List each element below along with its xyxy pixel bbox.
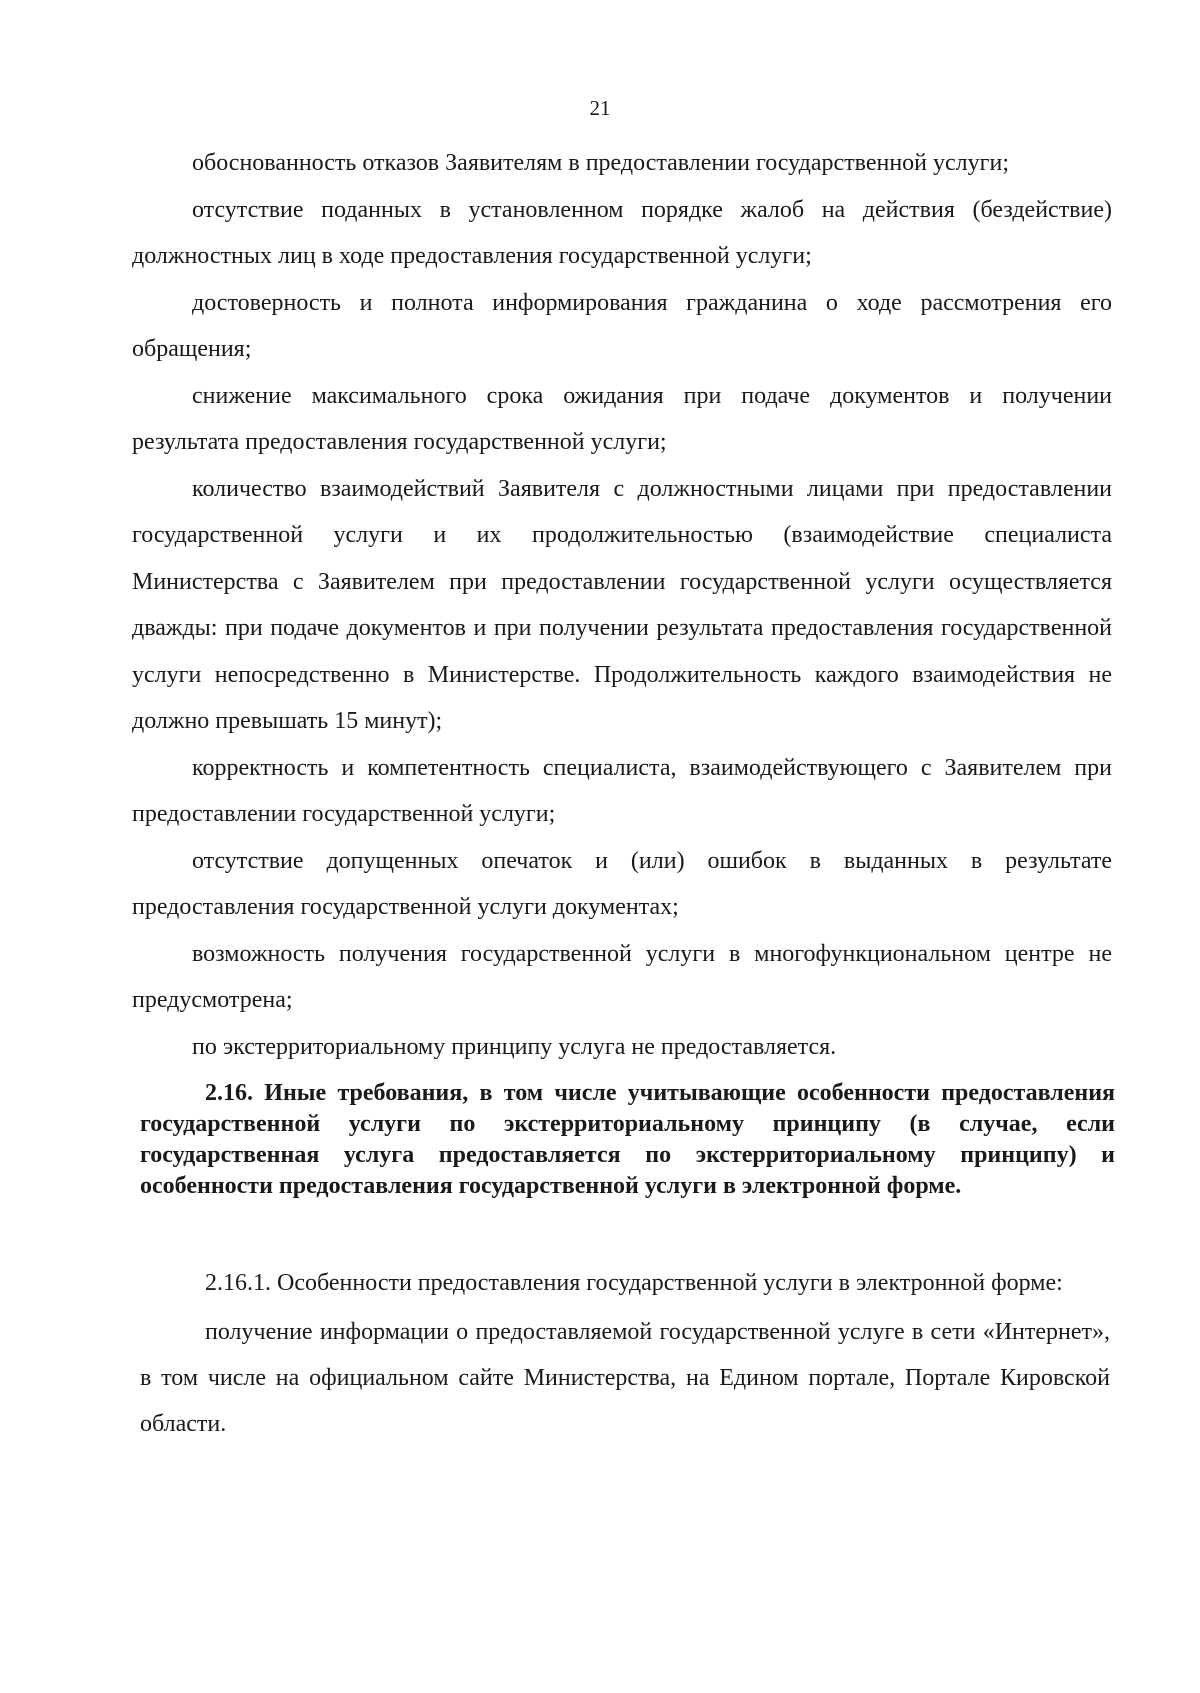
paragraph: достоверность и полнота информирования гражданина о ходе рассмотрения его обращения; <box>132 289 1112 362</box>
paragraph: обоснованность отказов Заявителям в предоставлении государственной услуги; <box>192 150 1009 176</box>
section-heading-text: 2.16. Иные требования, в том числе учитывающие особенности предоставления государственной услуги по экстерриториальному принципу (в случае, если государственная услуга предоставляется по экстерриториальному принципу) и особенности предоставления государственной услуги в электронной форме. <box>140 1080 1115 1199</box>
paragraph: корректность и компетентность специалиста, взаимодействующего с Заявителем при предоставлении государственной услуги; <box>132 754 1112 827</box>
paragraph: отсутствие допущенных опечаток и (или) ошибок в выданных в результате предоставления государственной услуги документах; <box>132 847 1112 920</box>
subsection-block <box>140 1260 1110 1447</box>
subsection-paragraph: 2.16.1. Особенности предоставления государственной услуги в электронной форме: <box>205 1270 1063 1296</box>
paragraph: возможность получения государственной услуги в многофункциональном центре не предусмотрена; <box>132 940 1112 1013</box>
paragraph: снижение максимального срока ожидания при подаче документов и получении результата предоставления государственной услуги; <box>132 382 1112 455</box>
section-heading <box>140 1078 1115 1202</box>
paragraph: количество взаимодействий Заявителя с должностными лицами при предоставлении государственной услуги и их продолжительностью (взаимодействие специалиста Министерства с Заявителем при предоставлении государственной услуги осуществляется дважды: при подаче документов и при получении результата предоставления государственной услуги непосредственно в Министерстве. Продолжительность каждого взаимодействия не должно превышать 15 минут); <box>132 475 1112 734</box>
paragraph: отсутствие поданных в установленном порядке жалоб на действия (бездействие) должностных лиц в ходе предоставления государственной услуги; <box>132 196 1112 269</box>
paragraph: по экстерриториальному принципу услуга не предоставляется. <box>192 1033 837 1060</box>
page-number: 21 <box>589 96 611 120</box>
final-paragraph: получение информации о предоставляемой государственной услуге в сети «Интернет», в том числе на официальном сайте Министерства, на Едином портале, Портале Кировской области. <box>140 1319 1110 1437</box>
criteria-list <box>132 140 1112 1070</box>
